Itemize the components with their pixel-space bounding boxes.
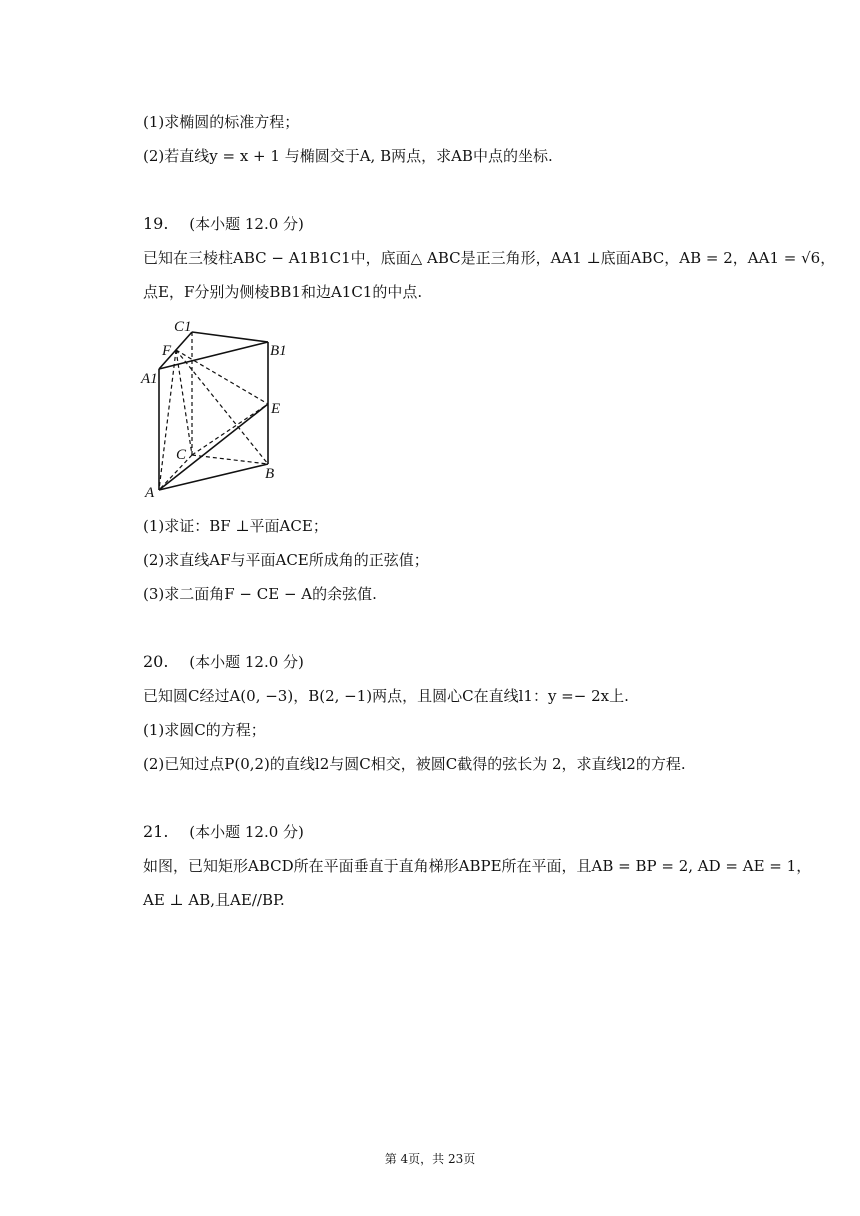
label-b: B xyxy=(265,466,275,482)
q19-stem-line1: 已知在三棱柱ABC − A1B1C1中，底面△ ABC是正三角形，AA1 ⊥底面ABC，AB = 2，AA1 = √6， xyxy=(143,249,836,267)
q19-score-note: (本小题 12.0 分) xyxy=(189,215,304,233)
q19-part2: (2)求直线AF与平面ACE所成角的正弦值； xyxy=(143,551,429,569)
label-b1: B1 xyxy=(270,343,287,359)
edge-c1-b1 xyxy=(192,332,268,342)
q20-header xyxy=(143,652,304,672)
q20-number: 20. xyxy=(143,652,169,671)
q19-number: 19. xyxy=(143,214,169,233)
q21-number: 21. xyxy=(143,822,169,841)
edge-c-b xyxy=(192,455,268,464)
label-a1: A1 xyxy=(141,371,158,387)
prism-figure xyxy=(140,312,290,502)
q21-score-note: (本小题 12.0 分) xyxy=(189,823,304,841)
q20-stem: 已知圆C经过A(0, −3)，B(2, −1)两点，且圆心C在直线l1：y =− 2x上. xyxy=(143,687,629,705)
edge-f-c xyxy=(176,350,192,455)
edge-f-b xyxy=(176,350,268,464)
q19-header xyxy=(143,214,304,234)
q19-part1: (1)求证：BF ⊥平面ACE； xyxy=(143,517,328,535)
label-c1: C1 xyxy=(174,319,192,335)
q19-part3: (3)求二面角F − CE − A的余弦值. xyxy=(143,585,377,603)
edge-f-a xyxy=(159,350,176,490)
edge-a1-b1 xyxy=(159,342,268,369)
edge-c-e xyxy=(192,404,268,455)
q20-part1: (1)求圆C的方程； xyxy=(143,721,266,739)
label-f: F xyxy=(162,343,172,359)
label-c: C xyxy=(176,447,187,463)
q20-part2: (2)已知过点P(0,2)的直线l2与圆C相交，被圆C截得的弦长为 2，求直线l2的方程. xyxy=(143,755,686,773)
page-footer: 第 4页，共 23页 xyxy=(384,1152,476,1166)
q18-part1: (1)求椭圆的标准方程； xyxy=(143,113,300,131)
q19-stem-line2: 点E，F分别为侧棱BB1和边A1C1的中点. xyxy=(143,283,423,301)
q20-score-note: (本小题 12.0 分) xyxy=(189,653,304,671)
edge-f-e xyxy=(176,350,268,404)
q21-header xyxy=(143,822,304,842)
q18-part2: (2)若直线y = x + 1 与椭圆交于A, B两点，求AB中点的坐标. xyxy=(143,147,553,165)
label-a: A xyxy=(145,485,155,501)
q21-stem-line1: 如图，已知矩形ABCD所在平面垂直于直角梯形ABPE所在平面，且AB = BP = 2, AD = AE = 1， xyxy=(143,857,812,875)
q21-stem-line2: AE ⊥ AB,且AE//BP. xyxy=(143,891,285,909)
label-e: E xyxy=(271,401,281,417)
